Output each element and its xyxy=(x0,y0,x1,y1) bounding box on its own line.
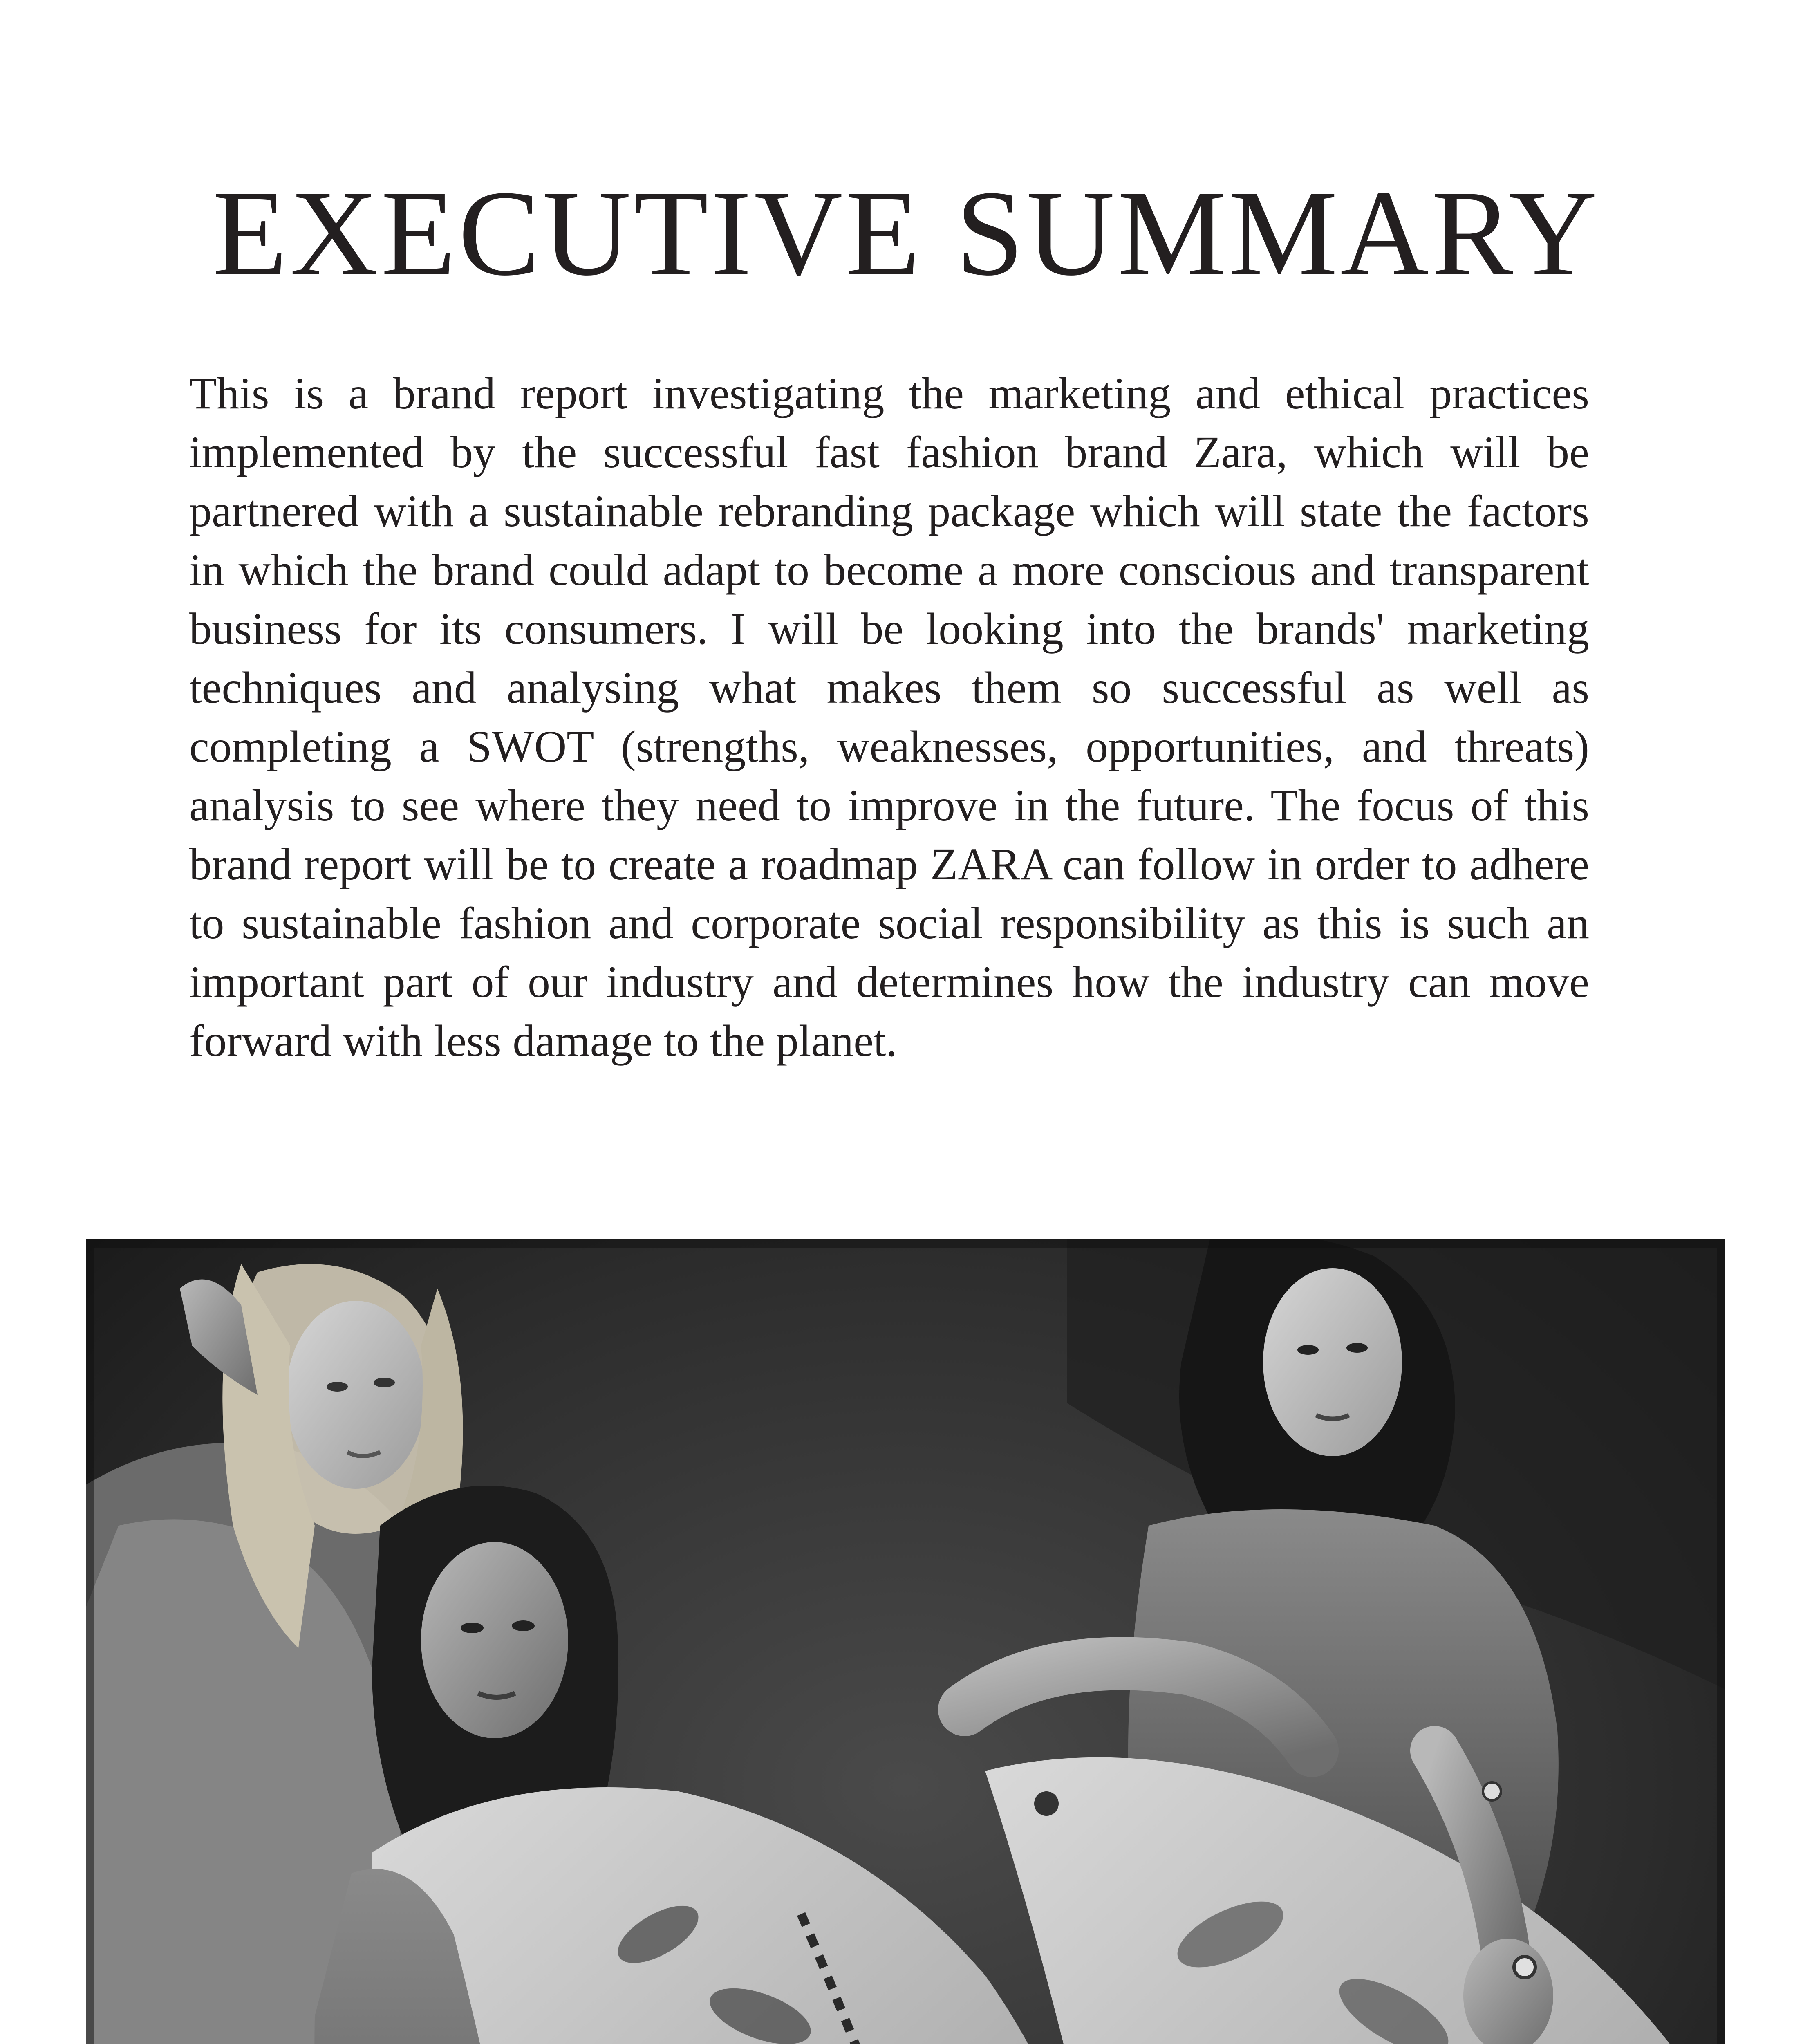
fashion-photo xyxy=(86,1239,1725,2044)
summary-paragraph: This is a brand report investigating the marketing and ethical practices implemented by the successful fast fashion brand Zara, which will be partnered with a sustainable rebranding package which will state the factors in which the brand could adapt to become a more conscious and transparent business for its consumers. I will be looking into the brands' marketing techniques and analysing what makes them so successful as well as completing a SWOT (strengths, weaknesses, opportunities, and threats) analysis to see where they need to improve in the future. The focus of this brand report will be to create a roadmap ZARA can follow in order to adhere to sustainable fashion and corporate social responsibility as this is such an important part of our industry and determines how the industry can move forward with less damage to the planet. xyxy=(189,368,1589,1066)
page-title: EXECUTIVE SUMMARY xyxy=(213,165,1600,301)
fashion-photo-illustration xyxy=(86,1239,1725,2044)
